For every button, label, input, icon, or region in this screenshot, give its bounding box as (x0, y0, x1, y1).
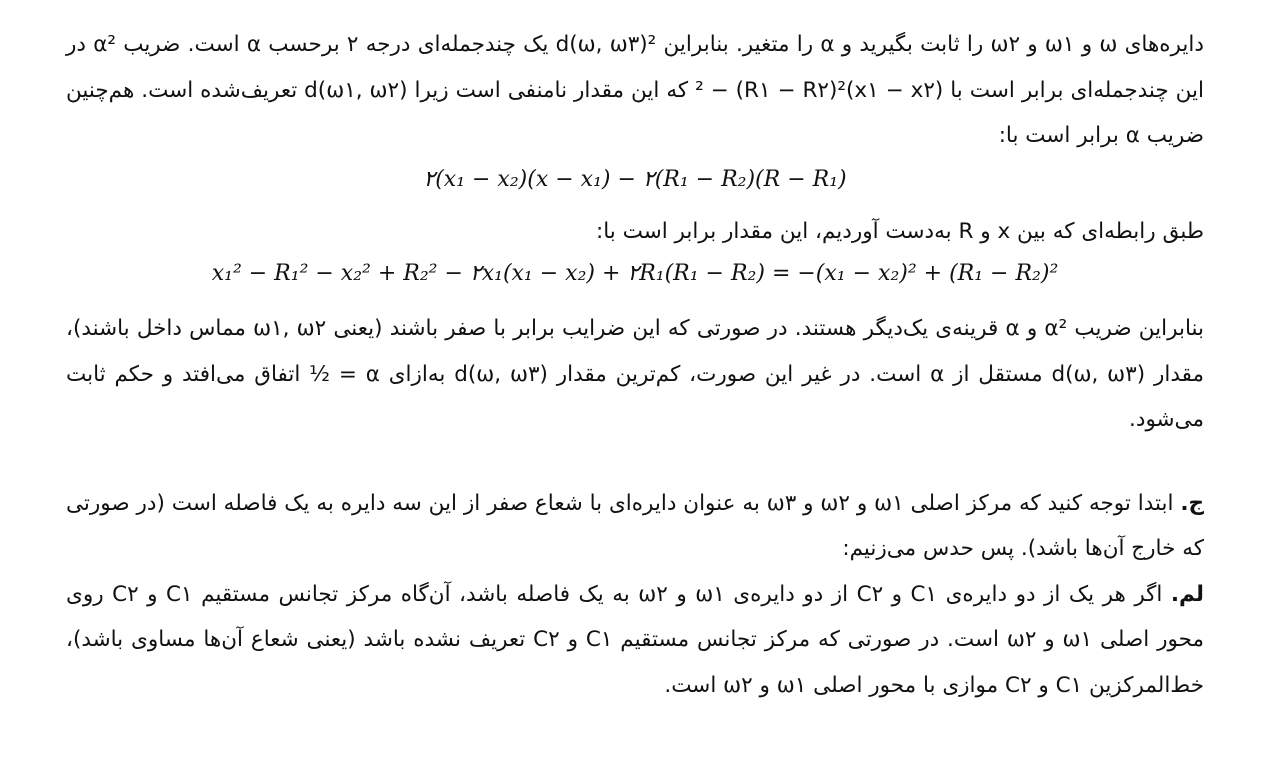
equation-alpha-coefficient: ۲(x₁ − x₂)(x − x₁) − ۲(R₁ − R₂)(R − R₁) (423, 166, 847, 192)
paragraph-part-c (66, 481, 1204, 572)
paragraph-conclusion: بنابراین ضریب α² و α قرینه‌ی یک‌دیگر هستند. در صورتی که این ضرایب برابر با صفر باشند (یعنی ω۱, ω۲ مماس داخل باشند)، مقدار d(ω, ω۳) مستقل از α است. در غیر این صورت، کم‌ترین مقدار d(ω, ω۳) به‌ازای α = ½ اتفاق می‌افتد و حکم ثابت می‌شود. (66, 316, 1204, 432)
paragraph-coefficients: دایره‌های ω و ω۱ و ω۲ را ثابت بگیرید و α را متغیر. بنابراین d(ω, ω۳)² یک چندجمله‌ای درجه ۲ برحسب α است. ضریب α² در این چندجمله‌ای برابر است با (x۱ − x۲)² − (R۱ − R۲)² که این مقدار نامنفی است زیرا d(ω۱, ω۲) تعریف‌شده است. هم‌چنین ضریب α برابر است با: (66, 32, 1204, 148)
part-c-label: ج. (1180, 490, 1205, 516)
equation-expanded: x₁² − R₁² − x₂² + R₂² − ۲x₁(x₁ − x₂) + ۲R₁(R₁ − R₂) = −(x₁ − x₂)² + (R₁ − R₂)² (211, 261, 1059, 286)
paragraph-lemma (66, 572, 1204, 709)
lemma-text: اگر هر یک از دو دایره‌ی C۱ و C۲ از دو دایره‌ی ω۱ و ω۲ به یک فاصله باشد، آن‌گاه مرکز تجانس مستقیم C۱ و C۲ روی محور اصلی ω۱ و ω۲ است. در صورتی که مرکز تجانس مستقیم C۱ و C۲ تعریف نشده باشد (یعنی شعاع آن‌ها مساوی باشد)، خط‌المرکزین C۱ و C۲ موازی با محور اصلی ω۱ و ω۲ است. (66, 581, 1204, 698)
document-page (66, 22, 1204, 708)
lemma-label: لم. (1170, 581, 1204, 607)
section-gap (66, 443, 1204, 481)
paragraph-relation: طبق رابطه‌ای که بین x و R به‌دست آوردیم، این مقدار برابر است با: (595, 218, 1204, 244)
part-c-text: ابتدا توجه کنید که مرکز اصلی ω۱ و ω۲ و ω۳ به عنوان دایره‌ای با شعاع صفر از این سه دایره به یک فاصله است (در صورتی که خارج آن‌ها باشد). پس حدس می‌زنیم: (66, 490, 1204, 561)
